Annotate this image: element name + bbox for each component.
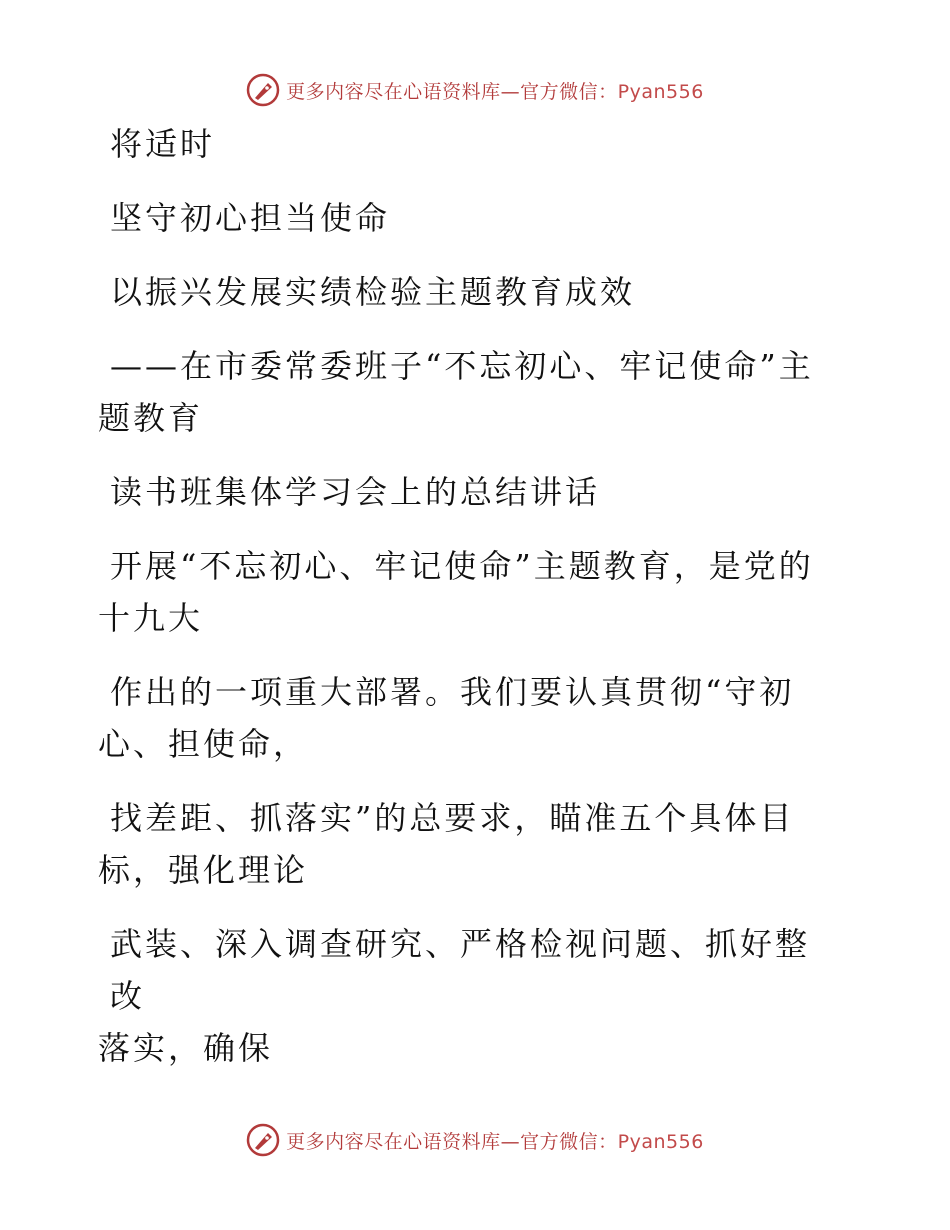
paragraph xyxy=(98,266,838,318)
paragraph-line-continued: 题教育 xyxy=(98,399,204,437)
paragraph xyxy=(98,918,838,1074)
pen-nib-logo-icon xyxy=(246,1123,280,1157)
paragraph-line: 武装、深入调查研究、严格检视问题、抓好整改 xyxy=(110,925,811,1015)
paragraph-line: 读书班集体学习会上的总结讲话 xyxy=(110,473,601,511)
paragraph xyxy=(98,192,838,244)
paragraph-line: 开展“不忘初心、牢记使命”主题教育，是党的 xyxy=(110,547,814,585)
paragraph-line-continued: 落实，确保 xyxy=(98,1029,274,1067)
paragraph-line: 坚守初心担当使命 xyxy=(110,199,391,237)
paragraph-line: ——在市委常委班子“不忘初心、牢记使命”主 xyxy=(110,347,814,385)
header-watermark xyxy=(0,70,950,110)
paragraph-line-continued: 十九大 xyxy=(98,599,204,637)
paragraph-line-continued: 标，强化理论 xyxy=(98,851,309,889)
paragraph xyxy=(98,666,838,770)
paragraph-line-continued: 心、担使命， xyxy=(98,725,309,763)
wechat-id: Pyan556 xyxy=(617,1130,704,1153)
footer-watermark xyxy=(0,1120,950,1160)
document-body xyxy=(98,118,838,1096)
paragraph-line: 将适时 xyxy=(110,125,216,163)
paragraph-line: 作出的一项重大部署。我们要认真贯彻“守初 xyxy=(110,673,795,711)
wechat-id: Pyan556 xyxy=(617,80,704,103)
paragraph-line: 以振兴发展实绩检验主题教育成效 xyxy=(110,273,636,311)
watermark-text: 更多内容尽在心语资料库—官方微信：Pyan556 xyxy=(286,1130,704,1153)
paragraph xyxy=(98,340,838,444)
paragraph xyxy=(98,792,838,896)
watermark-text: 更多内容尽在心语资料库—官方微信：Pyan556 xyxy=(286,80,704,103)
paragraph xyxy=(98,118,838,170)
paragraph xyxy=(98,540,838,644)
paragraph xyxy=(98,466,838,518)
pen-nib-logo-icon xyxy=(246,73,280,107)
paragraph-line: 找差距、抓落实”的总要求，瞄准五个具体目 xyxy=(110,799,795,837)
